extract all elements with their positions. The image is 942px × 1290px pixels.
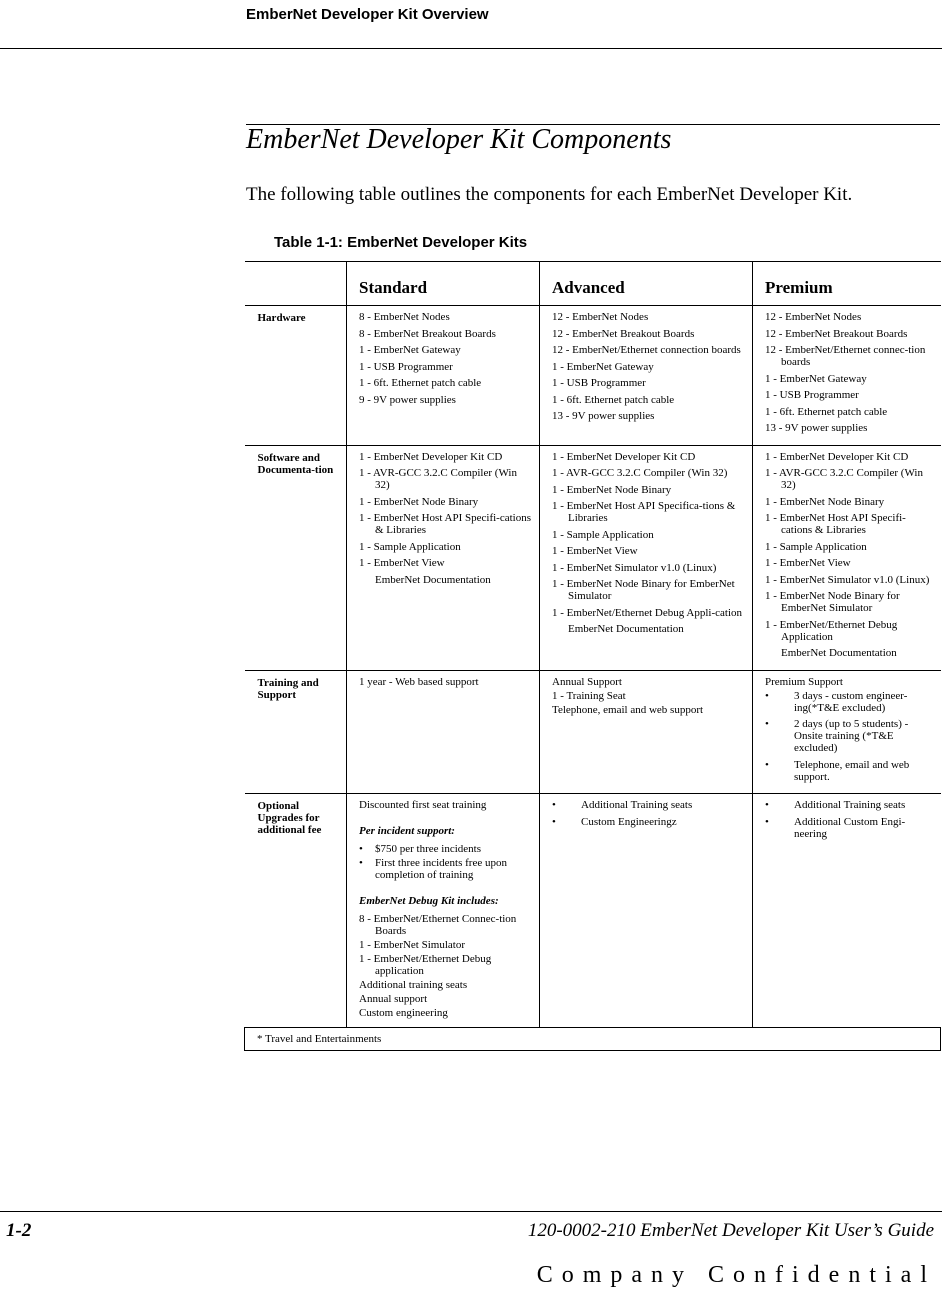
training-advanced-cell xyxy=(540,670,753,794)
table-footnote: * Travel and Entertainments xyxy=(245,1028,941,1051)
list-item: 1 - EmberNet/Ethernet Debug application xyxy=(359,953,492,977)
list-item: EmberNet Documentation xyxy=(781,647,897,659)
software-advanced-cell xyxy=(540,445,753,670)
training-standard-cell xyxy=(347,670,540,794)
list-item: • First three incidents free upon completion of training xyxy=(359,857,507,881)
column-header-premium: Premium xyxy=(753,262,941,306)
list-item: Custom engineering xyxy=(359,1007,448,1019)
list-item: 1 - EmberNet Host API Specifi-cations & Libraries xyxy=(765,512,906,536)
list-item: 1 - EmberNet/Ethernet Debug Application xyxy=(765,618,898,643)
list-item: 1 - EmberNet Host API Specifi-cations & Libraries xyxy=(359,512,531,536)
bullet-icon: • xyxy=(765,758,769,771)
kits-table xyxy=(244,261,941,1051)
header-rule xyxy=(0,48,942,49)
list-item: 1 year - Web based support xyxy=(359,675,479,688)
list-item: 12 - EmberNet Breakout Boards xyxy=(765,327,908,340)
optional-premium-cell xyxy=(753,794,941,1028)
list-item: 1 - EmberNet Gateway xyxy=(765,372,867,385)
list-item: • Additional Training seats xyxy=(765,799,906,811)
list-item: 12 - EmberNet Breakout Boards xyxy=(552,327,695,340)
list-item: 12 - EmberNet Nodes xyxy=(765,311,862,323)
list-item: 1 - USB Programmer xyxy=(552,377,646,389)
list-item: 9 - 9V power supplies xyxy=(359,393,456,406)
list-item: 1 - EmberNet View xyxy=(359,557,445,569)
list-item: 1 - Sample Application xyxy=(359,540,461,553)
list-item: 1 - Training Seat xyxy=(552,689,626,702)
list-item: 1 - EmberNet Gateway xyxy=(552,360,654,373)
list-item: 1 - EmberNet Node Binary for EmberNet Simulator xyxy=(552,578,735,602)
list-item: 1 - EmberNet Node Binary xyxy=(765,495,885,508)
software-standard-cell xyxy=(347,445,540,670)
list-item: Additional training seats xyxy=(359,979,468,991)
table-row xyxy=(245,306,941,446)
list-item: • 3 days - custom engineer-ing(*T&E excluded) xyxy=(765,689,908,714)
list-item: 1 - EmberNet View xyxy=(765,557,851,569)
list-item: 1 - 6ft. Ethernet patch cable xyxy=(765,405,888,418)
bullet-icon: • xyxy=(765,799,769,811)
table-header-row xyxy=(245,262,941,306)
list-item: 1 - EmberNet Node Binary for EmberNet Simulator xyxy=(765,590,900,614)
bullet-icon: • xyxy=(552,815,556,828)
bullet-icon: • xyxy=(765,815,769,828)
list-item: 1 - EmberNet Developer Kit CD xyxy=(359,450,503,463)
bullet-icon: • xyxy=(552,799,556,811)
row-header-software: Software and Documenta-tion xyxy=(245,445,347,670)
subheading: Per incident support: xyxy=(359,825,455,837)
list-item: Annual Support xyxy=(552,675,622,688)
section-title: EmberNet Developer Kit Components xyxy=(246,124,672,155)
column-header-standard: Standard xyxy=(347,262,540,306)
list-item: 12 - EmberNet/Ethernet connec-tion boards xyxy=(765,344,926,368)
list-item: Annual support xyxy=(359,993,428,1005)
list-item: 1 - EmberNet Developer Kit CD xyxy=(552,450,696,463)
list-item: 1 - 6ft. Ethernet patch cable xyxy=(552,393,675,406)
list-item: 1 - EmberNet View xyxy=(552,545,638,557)
bullet-icon: • xyxy=(765,689,769,702)
bullet-icon: • xyxy=(359,843,363,855)
list-item: • 2 days (up to 5 students) - Onsite training (*T&E excluded) xyxy=(765,718,909,754)
list-item: 1 - EmberNet Simulator v1.0 (Linux) xyxy=(552,561,717,574)
table-row xyxy=(245,445,941,670)
list-item: 8 - EmberNet Nodes xyxy=(359,311,450,323)
list-item: 13 - 9V power supplies xyxy=(765,422,868,434)
confidential-notice: Company Confidential xyxy=(536,1262,936,1288)
list-item: 8 - EmberNet/Ethernet Connec-tion Boards xyxy=(359,913,517,937)
list-item: 1 - AVR-GCC 3.2.C Compiler (Win 32) xyxy=(359,467,517,491)
intro-paragraph: The following table outlines the components for each EmberNet Developer Kit. xyxy=(246,184,853,205)
list-item: 12 - EmberNet Nodes xyxy=(552,311,649,323)
list-item: • Custom Engineeringz xyxy=(552,815,677,828)
footnote-row xyxy=(245,1028,941,1051)
list-item: 1 - EmberNet Developer Kit CD xyxy=(765,450,909,463)
list-item: Discounted first seat training xyxy=(359,799,487,811)
software-premium-cell xyxy=(753,445,941,670)
list-item: 1 - EmberNet Simulator v1.0 (Linux) xyxy=(765,573,930,586)
optional-advanced-cell xyxy=(540,794,753,1028)
list-item: 13 - 9V power supplies xyxy=(552,410,655,422)
table-row xyxy=(245,670,941,794)
list-item: 1 - 6ft. Ethernet patch cable xyxy=(359,377,482,389)
bullet-icon: • xyxy=(359,857,363,869)
corner-cell xyxy=(245,262,347,306)
optional-standard-cell xyxy=(347,794,540,1028)
list-item: EmberNet Documentation xyxy=(375,573,491,586)
list-item: 1 - EmberNet Node Binary xyxy=(359,495,479,508)
row-header-training: Training and Support xyxy=(245,670,347,794)
hardware-standard-cell xyxy=(347,306,540,446)
row-header-optional: Optional Upgrades for additional fee xyxy=(245,794,347,1028)
list-item: 1 - AVR-GCC 3.2.C Compiler (Win 32) xyxy=(765,467,923,491)
list-item: • Additional Custom Engi-neering xyxy=(765,815,906,840)
list-item: • $750 per three incidents xyxy=(359,843,481,855)
hardware-premium-cell xyxy=(753,306,941,446)
running-header: EmberNet Developer Kit Overview xyxy=(246,6,489,23)
list-item: Telephone, email and web support xyxy=(552,703,704,716)
table-row xyxy=(245,794,941,1028)
bullet-icon: • xyxy=(765,718,769,730)
document-id: 120-0002-210 EmberNet Developer Kit User’s Guide xyxy=(527,1220,934,1241)
hardware-advanced-cell xyxy=(540,306,753,446)
list-item: EmberNet Documentation xyxy=(568,623,684,635)
list-item: 8 - EmberNet Breakout Boards xyxy=(359,327,496,340)
training-premium-cell xyxy=(753,670,941,794)
list-item: 1 - Sample Application xyxy=(552,528,654,541)
list-item: 1 - USB Programmer xyxy=(359,360,453,373)
column-header-advanced: Advanced xyxy=(540,262,753,306)
list-item: 1 - EmberNet Node Binary xyxy=(552,483,672,496)
list-item: 1 - EmberNet Host API Specifica-tions & Libraries xyxy=(552,500,736,524)
row-header-hardware: Hardware xyxy=(245,306,347,446)
list-item: • Additional Training seats xyxy=(552,799,693,811)
list-item: 1 - EmberNet Gateway xyxy=(359,344,461,356)
footer-rule xyxy=(0,1211,942,1212)
list-item: 1 - EmberNet/Ethernet Debug Appli-cation xyxy=(552,606,742,619)
list-item: 1 - EmberNet Simulator xyxy=(359,939,466,951)
table-caption: Table 1-1: EmberNet Developer Kits xyxy=(274,234,528,251)
list-item: 12 - EmberNet/Ethernet connection boards xyxy=(552,344,741,356)
list-item: 1 - Sample Application xyxy=(765,540,867,553)
list-item: Premium Support xyxy=(765,675,843,688)
list-item: • Telephone, email and web support. xyxy=(765,758,910,783)
page-number: 1-2 xyxy=(6,1220,32,1241)
list-item: 1 - AVR-GCC 3.2.C Compiler (Win 32) xyxy=(552,467,728,479)
subheading: EmberNet Debug Kit includes: xyxy=(359,895,499,907)
list-item: 1 - USB Programmer xyxy=(765,389,859,401)
